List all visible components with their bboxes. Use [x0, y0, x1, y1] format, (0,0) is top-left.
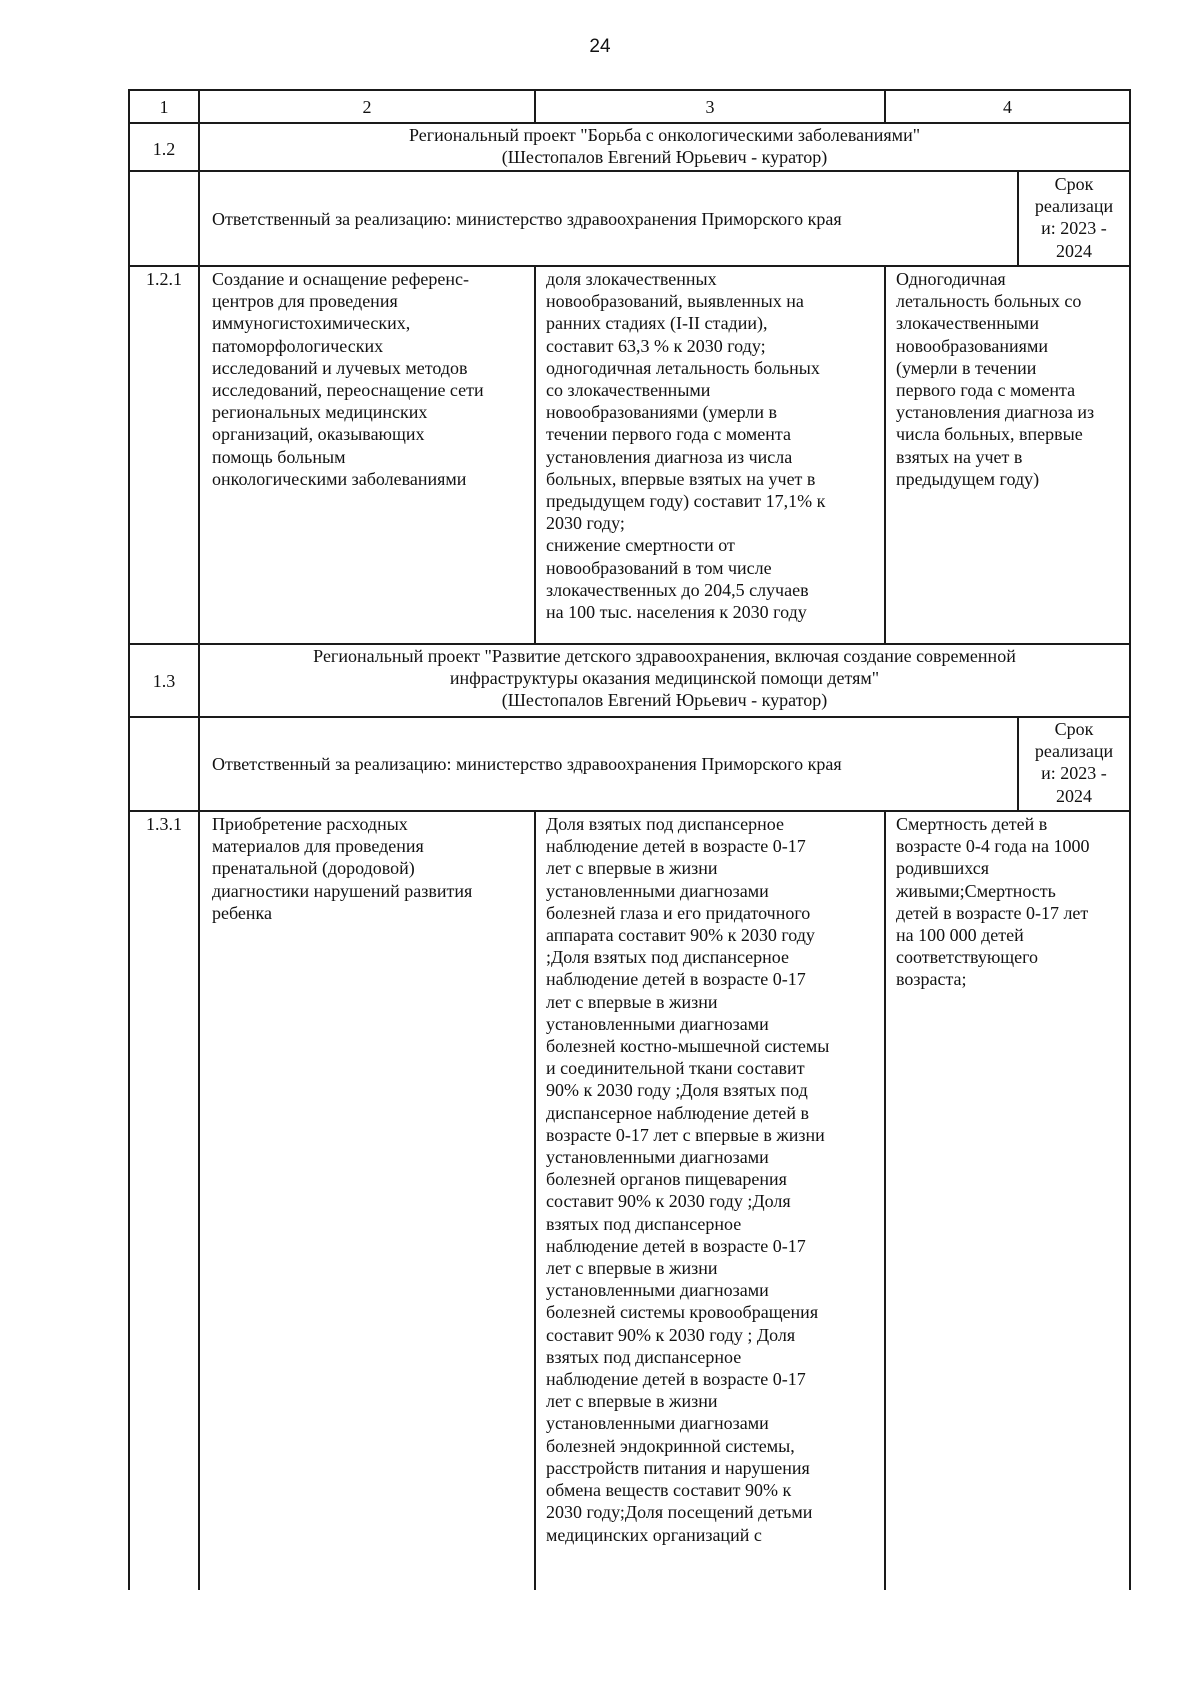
page-number: 24 [589, 36, 611, 57]
table-border [884, 810, 886, 1590]
table-border [198, 89, 200, 1590]
row-number: 1.2.1 [146, 269, 182, 289]
section-number: 1.3 [152, 671, 176, 691]
row-task: Приобретение расходных материалов для проведения пренатальной (дородовой) диагностики нарушений развития ребенка [212, 814, 473, 923]
row-effects: Доля взятых под диспансерное наблюдение детей в возрасте 0-17 лет с впервые в жизни установленными диагнозами болезней глаза и его придаточного аппарата составит 90% к 2030 году ;Доля взятых под диспансерное наблюдение детей в возрасте 0-17 лет с впервые в жизни установленными диагнозами болезней костно-мышечной системы и соединительной ткани составит 90% к 2030 году ;Доля взятых под диспансерное наблюдение детей в возрасте 0-17 лет с впервые в жизни установленными диагнозами болезней органов пищеварения составит 90% к 2030 году ;Доля взятых под диспансерное наблюдение детей в возрасте 0-17 лет с впервые в жизни установленными диагнозами болезней системы кровообращения составит 90% к 2030 году ; Доля взятых под диспансерное наблюдение детей в возрасте 0-17 лет с впервые в жизни установленными диагнозами болезней эндокринной системы, расстройств питания и нарушения обмена веществ составит 90% к 2030 году;Доля посещений детьми медицинских организаций с [546, 814, 830, 1545]
table-border [128, 89, 1131, 91]
header-col-3: 3 [705, 97, 715, 117]
row-number: 1.3.1 [146, 814, 182, 834]
table-border [128, 265, 1131, 267]
table-border [884, 265, 886, 645]
header-col-2: 2 [362, 97, 372, 117]
term-label: Срок реализаци и: 2023 - 2024 [1034, 719, 1114, 806]
table-border [128, 716, 1131, 718]
section-title: Региональный проект "Борьба с онкологическими заболеваниями" (Шестопалов Евгений Юрьевич - куратор) [408, 125, 921, 168]
term-label: Срок реализаци и: 2023 - 2024 [1034, 174, 1114, 261]
table-border [128, 170, 1131, 172]
table-border [534, 810, 536, 1590]
table-border [128, 810, 1131, 812]
header-col-4: 4 [1003, 97, 1012, 117]
header-col-1: 1 [159, 97, 169, 117]
table-border [1129, 89, 1131, 1590]
row-indicators: Смертность детей в возрасте 0-4 года на 1000 родившихся живыми;Смертность детей в возрасте 0-17 лет на 100 000 детей соответствующего возраста; [896, 814, 1090, 990]
row-indicators: Одногодичная летальность больных со злокачественными новообразованиями (умерли в течении первого года с момента установления диагноза из числа больных, впервые взятых на учет в предыдущем году) [896, 269, 1095, 489]
table-border [128, 89, 130, 1590]
table-border [534, 265, 536, 645]
section-number: 1.2 [152, 139, 176, 159]
responsible-label: Ответственный за реализацию: министерство здравоохранения Приморского края [212, 754, 842, 774]
section-title: Региональный проект "Развитие детского здравоохранения, включая создание современной инфраструктуры оказания медицинской помощи детям" (Шестопалов Евгений Юрьевич - куратор) [313, 646, 1016, 711]
responsible-label: Ответственный за реализацию: министерство здравоохранения Приморского края [212, 209, 842, 229]
row-task: Создание и оснащение референс- центров для проведения иммуногистохимических, патоморфологических исследований и лучевых методов исследований, переоснащение сети региональных медицинских организаций, оказывающих помощь больным онкологическими заболеваниями [212, 269, 484, 489]
row-effects: доля злокачественных новообразований, выявленных на ранних стадиях (I-II стадии), составит 63,3 % к 2030 году; одногодичная летальность больных со злокачественными новообразованиями (умерли в течении первого года с момента установления диагноза из числа больных, впервые взятых на учет в предыдущем году) составит 17,1% к 2030 году; снижение смертности от новообразований в том числе злокачественных до 204,5 случаев на 100 тыс. населения к 2030 году [546, 269, 826, 623]
